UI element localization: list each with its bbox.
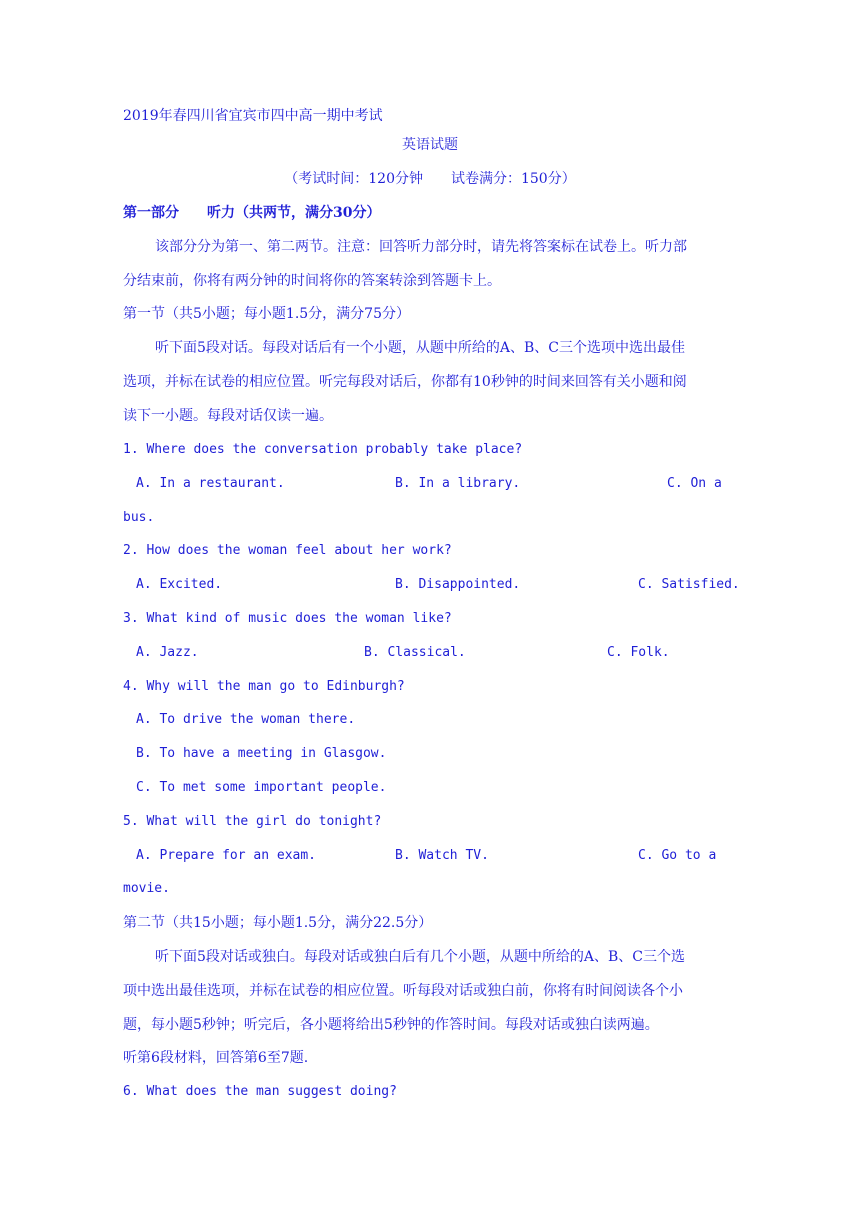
material-6-instruction: 听第6段材料，回答第6至7题. xyxy=(123,1050,309,1066)
q1-option-c-continued: bus. xyxy=(123,510,155,525)
q4-option-b: B. To have a meeting in Glasgow. xyxy=(136,746,387,761)
part1-intro-line1: 该部分分为第一、第二两节。注意：回答听力部分时，请先将答案标在试卷上。听力部 xyxy=(155,239,687,255)
q1-stem: 1. Where does the conversation probably take place? xyxy=(123,442,523,457)
section1-instr-line1: 听下面5段对话。每段对话后有一个小题，从题中所给的A、B、C三个选项中选出最佳 xyxy=(155,340,686,356)
section2-instr-line1: 听下面5段对话或独白。每段对话或独白后有几个小题，从题中所给的A、B、C三个选 xyxy=(155,949,686,965)
q3-options xyxy=(136,643,738,663)
subject-title: 英语试题 xyxy=(402,137,458,153)
q4-option-a: A. To drive the woman there. xyxy=(136,712,356,727)
q2-options xyxy=(136,575,738,595)
section1-instr-line2: 选项，并标在试卷的相应位置。听完每段对话后，你都有10秒钟的时间来回答有关小题和阅 xyxy=(123,374,687,390)
q1-options xyxy=(136,474,738,494)
q5-option-c-continued: movie. xyxy=(123,881,170,896)
q2-option-c: C. Satisfied. xyxy=(638,577,740,592)
q1-option-c: C. On a xyxy=(667,476,722,491)
q5-option-a: A. Prepare for an exam. xyxy=(136,848,317,863)
section1-instr-line3: 读下一小题。每段对话仅读一遍。 xyxy=(123,408,333,424)
q3-option-a: A. Jazz. xyxy=(136,645,199,660)
q4-option-c: C. To met some important people. xyxy=(136,780,387,795)
q3-option-c: C. Folk. xyxy=(607,645,670,660)
q1-option-b: B. In a library. xyxy=(395,476,521,491)
q5-option-b: B. Watch TV. xyxy=(395,848,489,863)
exam-info: （考试时间：120分钟 试卷满分：150分） xyxy=(284,171,576,187)
q5-stem: 5. What will the girl do tonight? xyxy=(123,814,382,829)
q3-option-b: B. Classical. xyxy=(364,645,466,660)
q1-option-a: A. In a restaurant. xyxy=(136,476,285,491)
section2-title: 第二节（共15小题；每小题1.5分，满分22.5分） xyxy=(123,915,433,931)
q4-stem: 4. Why will the man go to Edinburgh? xyxy=(123,679,405,694)
q3-stem: 3. What kind of music does the woman like? xyxy=(123,611,452,626)
q2-stem: 2. How does the woman feel about her work? xyxy=(123,543,452,558)
section2-instr-line2: 项中选出最佳选项，并标在试卷的相应位置。听每段对话或独白前，你将有时间阅读各个小 xyxy=(123,983,683,999)
q2-option-a: A. Excited. xyxy=(136,577,223,592)
q2-option-b: B. Disappointed. xyxy=(395,577,521,592)
section2-instr-line3: 题，每小题5秒钟；听完后，各小题将给出5秒钟的作答时间。每段对话或独白读两遍。 xyxy=(123,1017,659,1033)
q5-options xyxy=(136,846,738,866)
q5-option-c: C. Go to a xyxy=(638,848,717,863)
section1-title: 第一节（共5小题；每小题1.5分，满分75分） xyxy=(123,306,410,322)
part1-title: 第一部分 听力（共两节，满分30分） xyxy=(123,205,381,221)
school-exam-line: 2019年春四川省宜宾市四中高一期中考试 xyxy=(123,108,383,124)
q6-stem: 6. What does the man suggest doing? xyxy=(123,1084,397,1099)
part1-intro-line2: 分结束前，你将有两分钟的时间将你的答案转涂到答题卡上。 xyxy=(123,273,501,289)
